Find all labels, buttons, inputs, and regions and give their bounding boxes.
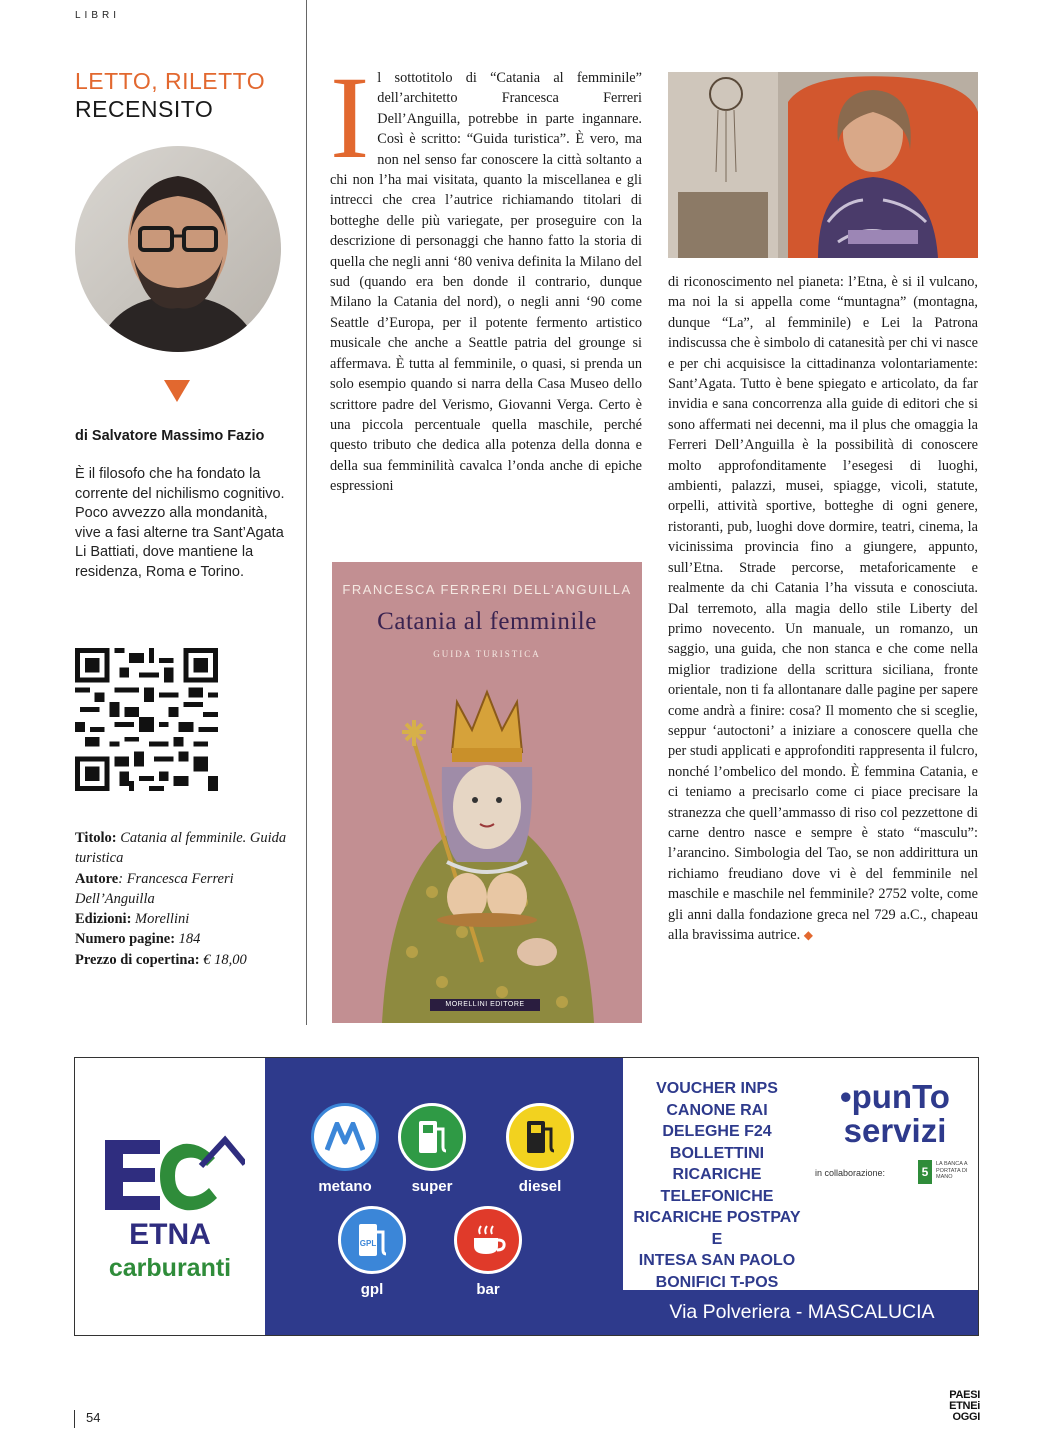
punto-servizi-logo	[815, 1080, 975, 1148]
book-pages-value: 184	[178, 931, 201, 948]
book-pages-row	[75, 929, 300, 949]
column-title-line2: RECENSITO	[75, 96, 214, 122]
end-mark-icon: ◆	[803, 928, 814, 942]
gpl-icon	[338, 1206, 406, 1274]
service-item: DELEGHE F24	[662, 1123, 772, 1140]
service-item: INTESA SAN PAOLO	[638, 1252, 796, 1269]
cover-subtitle: GUIDA TURISTICA	[433, 649, 541, 659]
book-price-value: € 18,00	[203, 951, 247, 968]
book-title-label: Titolo:	[75, 830, 117, 846]
footer-divider	[74, 1410, 75, 1428]
ec-etna-logo	[75, 1058, 265, 1335]
column-title-line1: LETTO, RILETTO	[75, 68, 266, 94]
article-column-2	[668, 272, 978, 945]
fuel-label: gpl	[360, 1281, 384, 1298]
logo-etna-text: ETNA	[129, 1218, 211, 1251]
section-label: LIBRI	[75, 10, 121, 21]
brand-line-1: •punTo	[840, 1078, 950, 1115]
service-item: CANONE RAI	[666, 1101, 768, 1119]
column-title	[75, 67, 265, 123]
article-text-2: di riconoscimento nel pianeta: l’Etna, è si il vulcano, ma noi la si appella come “muntagna” (montagna, dunque “La”, al femminile) e Lei la Patrona indiscussa che è simbolo di catanesità per chi vi nasce e per chi acquisisce la cittadinanza volontariamente: Sant’Agata. Tutto è bene spiegato e articolato, da far invidia e sana concorrenza alla guide di editori che si sono affermati nei decenni, ma il plus che omaggia la Ferreri Dell’Anguilla è la possibilità di conoscere molto approfonditamente l’esegesi di luoghi, ambienti, palazzi, musei, spiagge, vicoli, statute, orpelli, attività sportive, botteghe di ogni genere, ristoranti, pub, luoghi dove dormire, teatri, cinema, la vicinissima provincia fino a giungere, appunto, sull’Etna. Strade percorse, metaforicamente e realmente da chi Catania l’ha vissuta e conosciuta. Dal terremoto, alla magia dello stile Liberty del primo novecento. Un manuale, un romanzo, un saggio, una guida, che non stanca e che come nella miglior tradizione della scrittura siciliana, fronte orientale, non ti fa allontanare dalle pagine per sapere come andrà a finire: cosa? Il momento che si sceglie, seppur ‘autoctoni’ a iniziare a conoscere quella che per studi applicati e approfonditi rappresenta il fulcro, nonché l’ombelico del mondo. È femmina Catania, e ci teniamo a precisarlo come ci piace precisare la stranezza che quell’ammasso di riso col pezzettone di carne dentro nasce e sempre è stato “masculu”: l’arancino. Simbologia del Tao, se non addirittura un richiamo freudiano dove vi è del femminile nel maschile e maschile nel femminile? 2752 volte, come gli anni dalla fondazione greca nel 729 a.C., chapeau alla bravissima autrice.	[668, 274, 978, 943]
qr-code-icon	[75, 648, 218, 791]
page-number: 54	[86, 1410, 101, 1425]
services-list	[627, 1078, 807, 1293]
down-arrow-icon	[164, 380, 190, 402]
book-author-row	[75, 869, 300, 910]
book-cover	[332, 562, 642, 1023]
fuel-label: super	[411, 1178, 453, 1195]
article-column-1	[330, 52, 642, 497]
book-price-row	[75, 950, 300, 970]
cover-publisher: MORELLINI EDITORE	[430, 999, 540, 1011]
book-publisher-value: Morellini	[135, 911, 190, 928]
article-text-1: l sottotitolo di “Catania al femminile” dell’architetto Francesca Ferreri Dell’Anguilla, potrebbe in parte ingannare. Così è scritto: “Guida turistica”. È vero, ma non nel senso far conoscere la città soltanto a chi non l’ha mai visitata, quanto la miscellanea e gli intrecci che crea l’autrice richiamando titolari di botteghe delle più variegate, per proseguire con la descrizione di personaggi che hanno fatto la storia di quella che negli anni ‘80 veniva definita la Milano del sud (quando era ben donde il contrario, dunque Milano la Catania del nord), o negli anni ‘90 come Seattle d’Europa, per il potente fermento artistico musicale che anche a Seattle patria del grounge si affermava. È tutta al femminile, o quasi, si prenda un solo esempio quando si narra della Casa Museo dello scrittore padre del Verismo, Giovanni Verga. Certo è una piccola percentuale quella maschile, perché questo tributo che dedica alla potenza della donna e della sua femminilità cavalca l’onda anche di epiche espressioni	[330, 70, 642, 495]
magazine-logo	[920, 1390, 980, 1423]
book-title-row	[75, 828, 300, 869]
column-divider	[306, 0, 307, 1025]
svg-text:GPL: GPL	[359, 1239, 377, 1248]
service-item: VOUCHER INPS	[656, 1080, 778, 1097]
fuel-bar	[443, 1206, 533, 1298]
ec-logo-icon	[105, 1130, 245, 1220]
coffee-cup-icon	[454, 1206, 522, 1274]
book-details	[75, 828, 300, 970]
fuel-pump-icon	[398, 1103, 466, 1171]
author-portrait	[75, 146, 281, 352]
ad-address: Via Polveriera - MASCALUCIA	[623, 1290, 979, 1335]
book-title-value: Catania al femminile. Guida turistica	[75, 830, 287, 867]
service-item: BOLLETTINI	[669, 1144, 765, 1162]
magazine-logo-line2: ETNEi	[949, 1400, 980, 1412]
service-item: TELEFONICHE	[660, 1187, 774, 1205]
cover-title: Catania al femminile	[377, 608, 597, 635]
book-author-label: Autore	[75, 870, 119, 887]
logo-carburanti-text: carburanti	[108, 1254, 232, 1282]
fuel-gpl	[327, 1206, 417, 1298]
book-publisher-row	[75, 909, 300, 929]
fuel-diesel	[495, 1103, 585, 1195]
collaboration-label: in collaborazione:	[815, 1168, 886, 1178]
book-pages-label: Numero pagine:	[75, 931, 176, 948]
fuel-metano	[300, 1103, 390, 1195]
fuel-label: bar	[476, 1281, 500, 1298]
fuel-label: diesel	[518, 1178, 562, 1195]
book-price-label: Prezzo di copertina:	[75, 951, 200, 968]
metano-icon	[311, 1103, 379, 1171]
magazine-logo-line3: OGGI	[952, 1411, 980, 1423]
bank-badge: 5	[918, 1160, 932, 1184]
brand-line-2: servizi	[843, 1112, 947, 1149]
service-item: RICARICHE POSTPAY E	[633, 1209, 801, 1248]
fuel-super	[387, 1103, 477, 1195]
byline: di Salvatore Massimo Fazio	[75, 428, 265, 444]
diesel-pump-icon	[506, 1103, 574, 1171]
author-bio: È il filosofo che ha fondato la corrente del nichilismo cognitivo. Poco avvezzo alla mondanità, vive a fasi alterne tra Sant’Agata Li Battiati, dove mantiene la residenza, Roma e Torino.	[75, 466, 285, 580]
fuel-label: metano	[318, 1178, 372, 1195]
drop-cap: I	[330, 52, 370, 183]
cover-author: FRANCESCA FERRERI DELL’ANGUILLA	[342, 582, 632, 597]
magazine-logo-line1: PAESI	[949, 1389, 980, 1401]
book-publisher-label: Edizioni:	[75, 911, 132, 928]
bank-slogan: LA BANCA A PORTATA DI MANO	[936, 1161, 968, 1180]
book-author-value: : Francesca Ferreri Dell’Anguilla	[75, 870, 234, 907]
service-item: RICARICHE	[672, 1166, 762, 1183]
service-item: BONIFICI T-POS	[655, 1273, 779, 1291]
author-photo	[668, 72, 978, 258]
advertisement	[74, 1057, 979, 1336]
